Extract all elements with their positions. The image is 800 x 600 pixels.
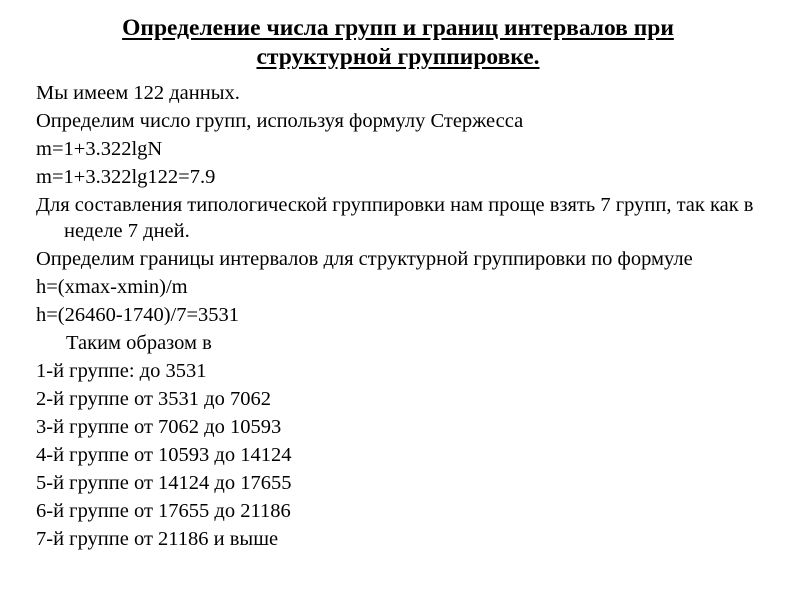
interval-intro-paragraph: Определим границы интервалов для структурной группировки по формуле: [36, 248, 693, 270]
group-7-line: 7-й группе от 21186 и выше: [36, 528, 279, 550]
group-4-line: 4-й группе от 10593 до 14124: [36, 444, 292, 466]
group-choice-paragraph: Для составления типологической группировки нам проще взять 7 групп, так как в неделе 7 дней.: [36, 194, 754, 242]
title-line-2: структурной группировке.: [256, 44, 540, 70]
sturges-intro-line: Определим число групп, используя формулу Стержесса: [36, 110, 524, 132]
group-5-line: 5-й группе от 14124 до 17655: [36, 472, 292, 494]
group-2-line: 2-й группе от 3531 до 7062: [36, 388, 271, 410]
group-3-line: 3-й группе от 7062 до 10593: [36, 416, 282, 438]
title-line-1: Определение числа групп и границ интервалов при: [122, 15, 674, 41]
interval-formula: h=(xmax-xmin)/m: [36, 276, 188, 298]
interval-calculation: h=(26460-1740)/7=3531: [36, 304, 240, 326]
slide-body: [36, 80, 760, 552]
slide-title: [36, 14, 760, 72]
group-6-line: 6-й группе от 17655 до 21186: [36, 500, 291, 522]
conclusion-line: Таким образом в: [66, 332, 212, 354]
sturges-calculation: m=1+3.322lg122=7.9: [36, 166, 216, 188]
group-1-line: 1-й группе: до 3531: [36, 360, 207, 382]
data-count-line: Мы имеем 122 данных.: [36, 82, 240, 104]
sturges-formula: m=1+3.322lgN: [36, 138, 163, 160]
